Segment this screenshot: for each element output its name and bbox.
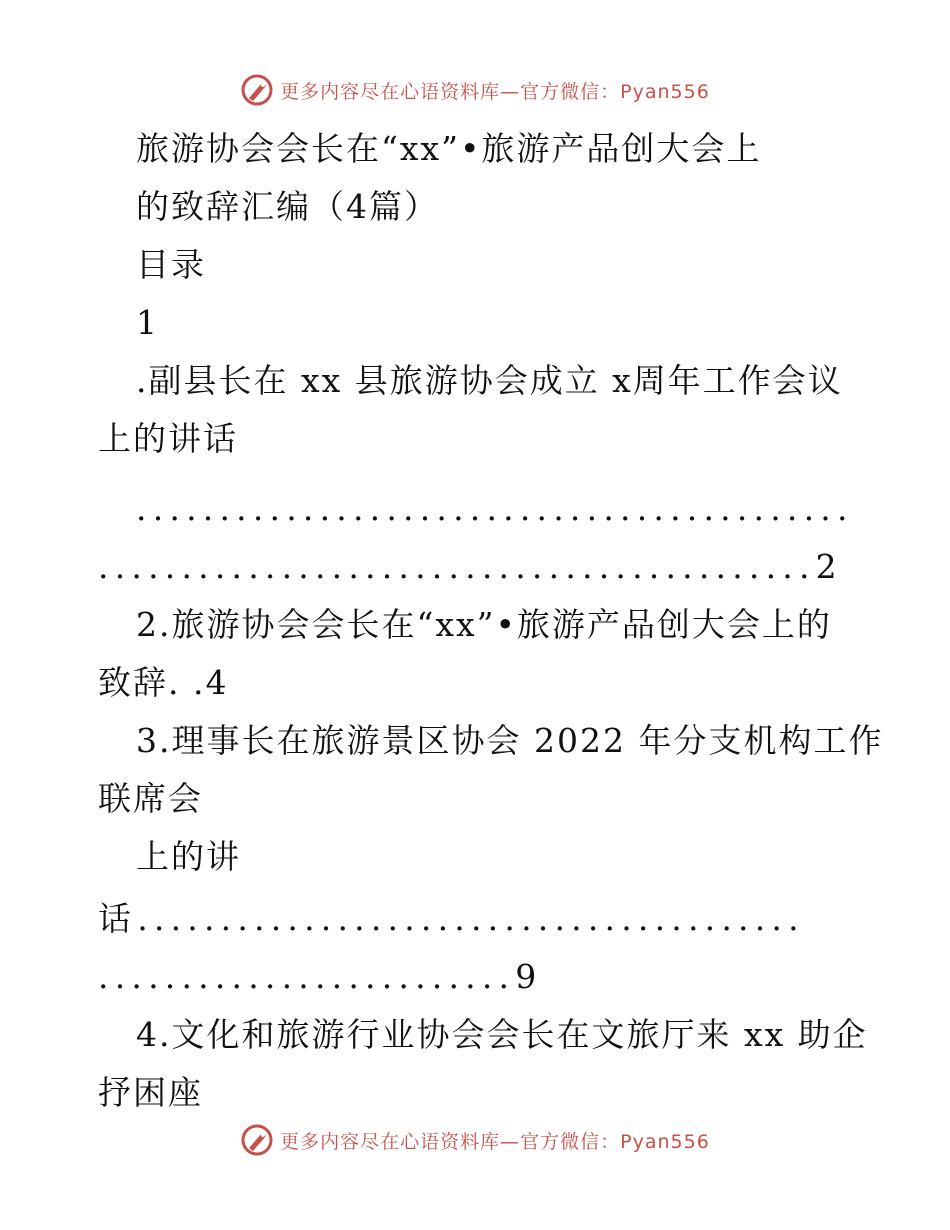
- toc-item-3-leader: .........................9: [98, 957, 543, 996]
- toc-item-4-line-1: 4.文化和旅游行业协会会长在文旅厅来 xx 助企: [136, 1015, 868, 1054]
- toc-number: 1: [136, 303, 159, 342]
- document-body: [98, 120, 884, 1122]
- toc-item-3-line-3: 上的讲: [136, 837, 241, 876]
- pen-logo-icon: [240, 1123, 274, 1157]
- toc-item-1-leader-2: ...........................................2: [98, 547, 843, 586]
- toc-item-2-line-1: 2.旅游协会会长在“xx”•旅游产品创大会上的: [136, 605, 832, 644]
- toc-item-2-line-2: 致辞. .4: [98, 663, 229, 702]
- toc-item-1-line-2: 上的讲话: [98, 419, 238, 458]
- watermark-top: [0, 70, 950, 110]
- toc-item-1-line-1: .副县长在 xx 县旅游协会成立 x周年工作会议: [136, 361, 843, 400]
- watermark-text: 更多内容尽在心语资料库—官方微信：Pyan556: [280, 80, 710, 103]
- toc-item-4-line-2: 抒困座: [98, 1073, 203, 1112]
- pen-logo-icon: [240, 73, 274, 107]
- doc-title-line-1: 旅游协会会长在“xx”•旅游产品创大会上: [136, 129, 762, 168]
- doc-title-line-2: 的致辞汇编（4篇）: [136, 187, 439, 226]
- watermark-text: 更多内容尽在心语资料库—官方微信：Pyan556: [280, 1130, 710, 1153]
- toc-item-3-line-1: 3.理事长在旅游景区协会 2022 年分支机构工作: [136, 721, 884, 760]
- toc-item-3-line-2: 联席会: [98, 779, 203, 818]
- toc-item-3-line-4: 话........................................: [98, 899, 805, 938]
- toc-item-1-leader-1: ...........................................: [136, 489, 854, 528]
- toc-heading: 目录: [136, 245, 206, 284]
- watermark-bottom: [0, 1120, 950, 1160]
